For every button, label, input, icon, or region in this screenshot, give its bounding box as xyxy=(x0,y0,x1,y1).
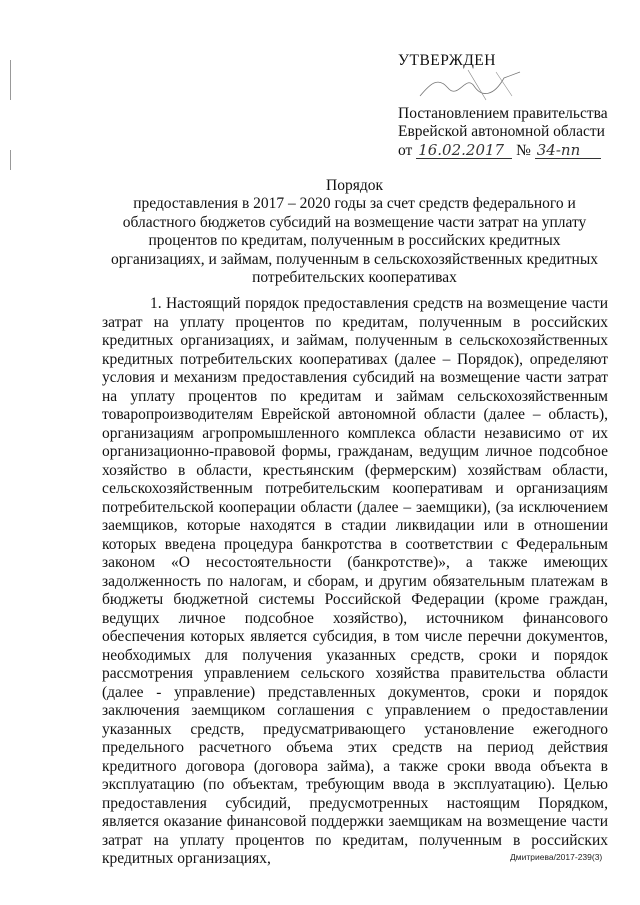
approval-line-2: Еврейской автономной области xyxy=(398,123,605,140)
date-prefix: от xyxy=(398,141,413,159)
paragraph-1: 1. Настоящий порядок предоставления средств на возмещение части затрат на уплату процентов по кредитам, полученным в российских кредитных организациях, и займам, полученным в сельскохозяйственных кредитных потребительских кооперативах (далее – Порядок), определяют условия и механизм предоставления субсидий на возмещение части затрат на уплату процентов по кредитам и займам сельскохозяйственным товаропроизводителям Еврейской автономной области (далее – область), организациям агропромышленного комплекса области независимо от их организационно-правовой формы, гражданам, ведущим личное подсобное хозяйство в области, крестьянским (фермерским) хозяйствам области, сельскохозяйственным потребительским кооперативам и организациям потребительской кооперации области (далее – заемщики), (за исключением заемщиков, которые находятся в стадии ликвидации или в отношении которых введена процедура банкротства в соответствии с Федеральным законом «О несостоятельности (банкротстве)», а также имеющих задолженность по налогам, и сборам, и другим обязательным платежам в бюджеты бюджетной системы Российской Федерации (кроме граждан, ведущих личное подсобное хозяйство), источником финансового обеспечения которых является субсидия, в том числе перечни документов, необходимых для получения указанных средств, сроки и порядок рассмотрения управлением сельского хозяйства правительства области (далее - управление) представленных документов, сроки и порядок заключения заемщиком соглашения с управлением о предоставлении указанных средств, предусматривающего установление ежегодного предельного расчетного объема этих средств на период действия кредитного договора (договора займа), а также сроки ввода объекта в эксплуатацию (по объектам, требующим ввода в эксплуатацию). Целью предоставления субсидий, предусмотренных настоящим Порядком, является оказание финансовой поддержки заемщикам на возмещение части затрат на уплату процентов по кредитам, полученным в российских кредитных организациях, xyxy=(102,295,608,867)
document-heading xyxy=(102,177,607,287)
scan-margin-mark xyxy=(10,150,11,170)
footer-code: Дмитриева/2017-239(3) xyxy=(510,852,603,862)
handwritten-date: 16.02.2017 xyxy=(416,142,512,159)
approval-date-line xyxy=(398,142,628,161)
document-title: Порядок xyxy=(326,177,383,194)
number-prefix: № xyxy=(516,141,531,159)
document-subtitle: предоставления в 2017 – 2020 годы за счет средств федерального и областного бюджетов субсидий на возмещение части затрат на уплату процентов по кредитам, полученным в российских кредитных организациях, и займам, полученным в сельскохозяйственных кредитных потребительских кооперативах xyxy=(111,195,598,287)
scan-margin-mark xyxy=(10,60,11,100)
approval-block xyxy=(398,52,628,160)
approval-title: УТВЕРЖДЕН xyxy=(398,52,496,69)
document-body xyxy=(102,295,608,869)
approval-line-1: Постановлением правительства xyxy=(398,104,608,122)
handwritten-number: 34-пп xyxy=(535,142,601,159)
